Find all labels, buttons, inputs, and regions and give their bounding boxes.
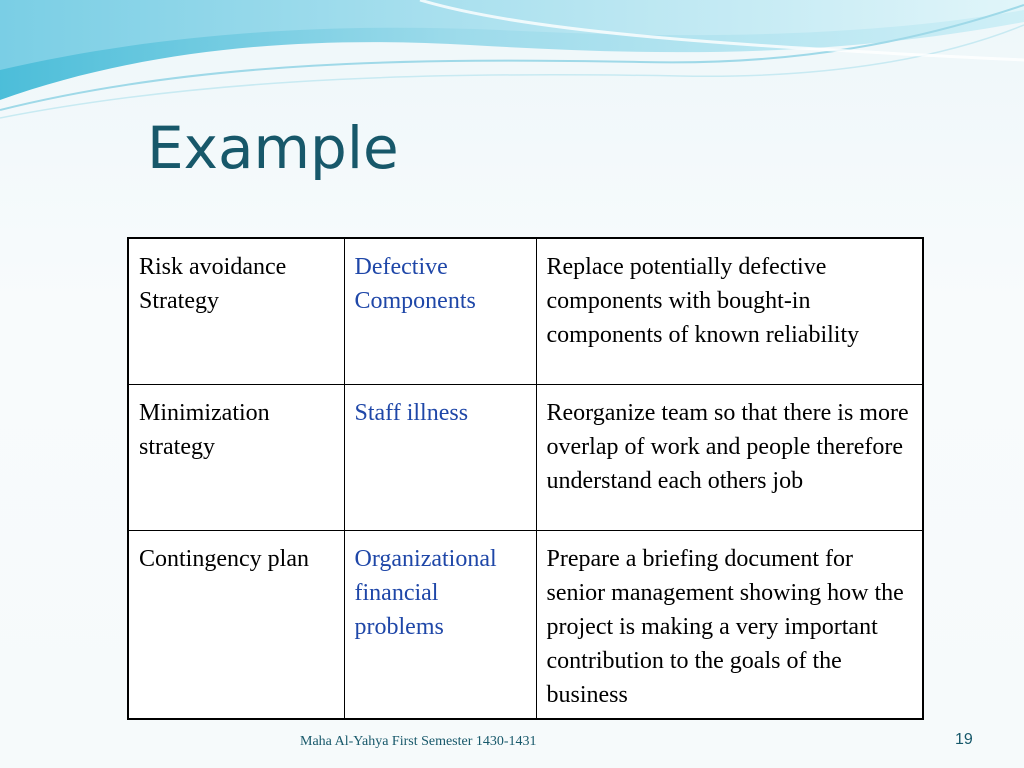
action-cell: Reorganize team so that there is more overlap of work and people therefore understand each others job bbox=[536, 385, 923, 531]
strategy-cell: Risk avoidance Strategy bbox=[128, 238, 344, 385]
strategy-cell: Contingency plan bbox=[128, 531, 344, 720]
risk-cell: Staff illness bbox=[344, 385, 536, 531]
table-row bbox=[128, 385, 923, 531]
slide-title: Example bbox=[147, 114, 399, 182]
risk-cell: Defective Components bbox=[344, 238, 536, 385]
page-number: 19 bbox=[955, 731, 973, 748]
table-row bbox=[128, 531, 923, 720]
table-row bbox=[128, 238, 923, 385]
risk-cell: Organizational financial problems bbox=[344, 531, 536, 720]
footer-text: Maha Al-Yahya First Semester 1430-1431 bbox=[300, 734, 537, 749]
risk-strategy-table bbox=[127, 237, 924, 720]
action-cell: Prepare a briefing document for senior management showing how the project is making a very important contribution to the goals of the business bbox=[536, 531, 923, 720]
strategy-cell: Minimization strategy bbox=[128, 385, 344, 531]
action-cell: Replace potentially defective components with bought-in components of known reliability bbox=[536, 238, 923, 385]
